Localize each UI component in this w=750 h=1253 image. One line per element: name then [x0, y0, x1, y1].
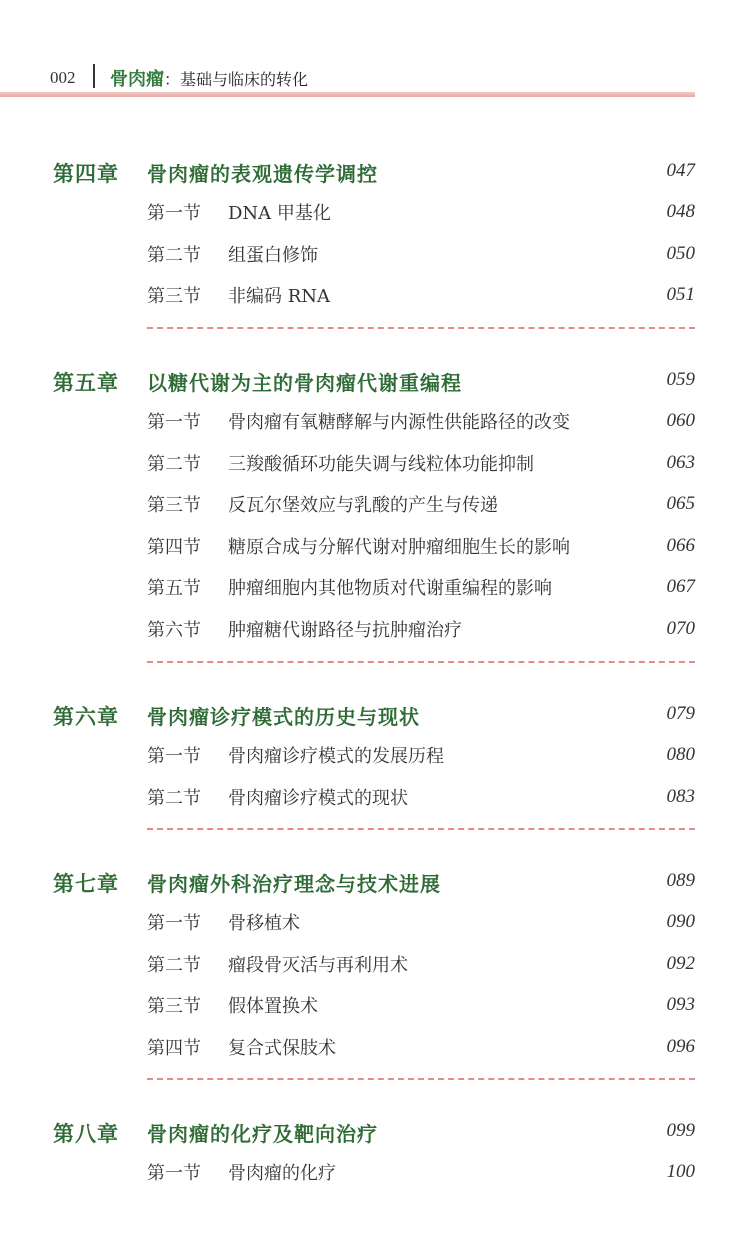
chapter-label: 第五章 — [53, 370, 119, 395]
book-title-main: 骨肉瘤 — [110, 69, 164, 90]
chapter-divider — [147, 327, 695, 329]
section-row[interactable] — [0, 408, 750, 438]
chapter-label: 第四章 — [53, 161, 119, 186]
section-title: 骨肉瘤有氧糖酵解与内源性供能路径的改变 — [228, 412, 570, 433]
chapter-page-number: 089 — [666, 870, 695, 891]
section-page-number: 100 — [666, 1161, 695, 1182]
section-title: 骨肉瘤诊疗模式的发展历程 — [228, 746, 444, 767]
section-row[interactable] — [0, 784, 750, 814]
section-label: 第二节 — [147, 244, 201, 266]
section-title: 骨移植术 — [228, 913, 300, 934]
section-page-number: 070 — [666, 618, 695, 639]
section-row[interactable] — [0, 616, 750, 646]
section-title: 非编码 RNA — [228, 286, 331, 308]
section-label: 第一节 — [147, 203, 201, 224]
section-page-number: 092 — [666, 952, 695, 974]
section-row[interactable] — [0, 533, 750, 563]
section-page-number: 066 — [666, 534, 695, 556]
section-row[interactable] — [0, 1034, 750, 1064]
section-row[interactable] — [0, 909, 750, 939]
section-title: 复合式保肢术 — [228, 1037, 336, 1059]
chapter-row[interactable] — [0, 367, 750, 397]
section-row[interactable] — [0, 241, 750, 271]
section-row[interactable] — [0, 450, 750, 480]
chapter-row[interactable] — [0, 868, 750, 898]
chapter-title: 骨肉瘤诊疗模式的历史与现状 — [147, 705, 420, 729]
chapter-page-number: 047 — [666, 160, 695, 181]
chapter-row[interactable] — [0, 158, 750, 188]
section-label: 第三节 — [147, 495, 201, 517]
section-page-number: 093 — [666, 994, 695, 1016]
section-title: 骨肉瘤的化疗 — [228, 1163, 336, 1184]
section-title: 反瓦尔堡效应与乳酸的产生与传递 — [228, 495, 498, 517]
section-label: 第一节 — [147, 412, 201, 433]
section-label: 第五节 — [147, 578, 201, 600]
section-page-number: 051 — [666, 284, 695, 306]
header-separator — [93, 64, 95, 88]
section-row[interactable] — [0, 1159, 750, 1189]
section-label: 第二节 — [147, 453, 201, 475]
chapter-label: 第七章 — [53, 871, 119, 896]
section-title: 肿瘤糖代谢路径与抗肿瘤治疗 — [228, 620, 462, 641]
book-title-subtitle: ：基础与临床的转化 — [164, 70, 309, 89]
section-page-number: 096 — [666, 1035, 695, 1057]
section-row[interactable] — [0, 199, 750, 229]
book-title — [110, 65, 308, 91]
page-header — [0, 0, 750, 100]
section-page-number: 083 — [666, 785, 695, 807]
section-label: 第一节 — [147, 913, 201, 934]
section-label: 第三节 — [147, 286, 201, 308]
chapter-label: 第六章 — [53, 704, 119, 729]
section-label: 第二节 — [147, 954, 201, 976]
chapter-title: 骨肉瘤外科治疗理念与技术进展 — [147, 872, 441, 896]
section-label: 第二节 — [147, 787, 201, 809]
chapter-divider — [147, 661, 695, 663]
section-page-number: 080 — [666, 744, 695, 765]
section-page-number: 065 — [666, 493, 695, 515]
section-title: 瘤段骨灭活与再利用术 — [228, 954, 408, 976]
chapter-divider — [147, 1078, 695, 1080]
section-title: 组蛋白修饰 — [228, 244, 318, 266]
section-title: 肿瘤细胞内其他物质对代谢重编程的影响 — [228, 578, 552, 600]
section-title: 骨肉瘤诊疗模式的现状 — [228, 787, 408, 809]
section-label: 第一节 — [147, 1163, 201, 1184]
section-page-number: 060 — [666, 410, 695, 431]
chapter-row[interactable] — [0, 1118, 750, 1148]
chapter-row[interactable] — [0, 701, 750, 731]
section-label: 第三节 — [147, 996, 201, 1018]
section-page-number: 050 — [666, 242, 695, 264]
section-page-number: 063 — [666, 451, 695, 473]
section-row[interactable] — [0, 992, 750, 1022]
section-row[interactable] — [0, 282, 750, 312]
section-title: 糖原合成与分解代谢对肿瘤细胞生长的影响 — [228, 536, 570, 558]
chapter-page-number: 079 — [666, 703, 695, 724]
section-page-number: 090 — [666, 911, 695, 932]
chapter-title: 骨肉瘤的化疗及靶向治疗 — [147, 1122, 378, 1146]
section-row[interactable] — [0, 742, 750, 772]
section-row[interactable] — [0, 951, 750, 981]
header-rule — [0, 92, 695, 97]
section-page-number: 048 — [666, 201, 695, 222]
section-row[interactable] — [0, 574, 750, 604]
section-title: DNA 甲基化 — [228, 203, 331, 224]
section-label: 第四节 — [147, 536, 201, 558]
chapter-label: 第八章 — [53, 1121, 119, 1146]
chapter-divider — [147, 828, 695, 830]
section-label: 第一节 — [147, 746, 201, 767]
section-title: 假体置换术 — [228, 996, 318, 1018]
chapter-page-number: 099 — [666, 1120, 695, 1141]
section-row[interactable] — [0, 491, 750, 521]
section-label: 第四节 — [147, 1037, 201, 1059]
chapter-title: 骨肉瘤的表观遗传学调控 — [147, 162, 378, 186]
section-label: 第六节 — [147, 620, 201, 641]
section-page-number: 067 — [666, 576, 695, 598]
chapter-title: 以糖代谢为主的骨肉瘤代谢重编程 — [147, 371, 462, 395]
section-title: 三羧酸循环功能失调与线粒体功能抑制 — [228, 453, 534, 475]
chapter-page-number: 059 — [666, 369, 695, 390]
page-number: 002 — [50, 68, 76, 87]
